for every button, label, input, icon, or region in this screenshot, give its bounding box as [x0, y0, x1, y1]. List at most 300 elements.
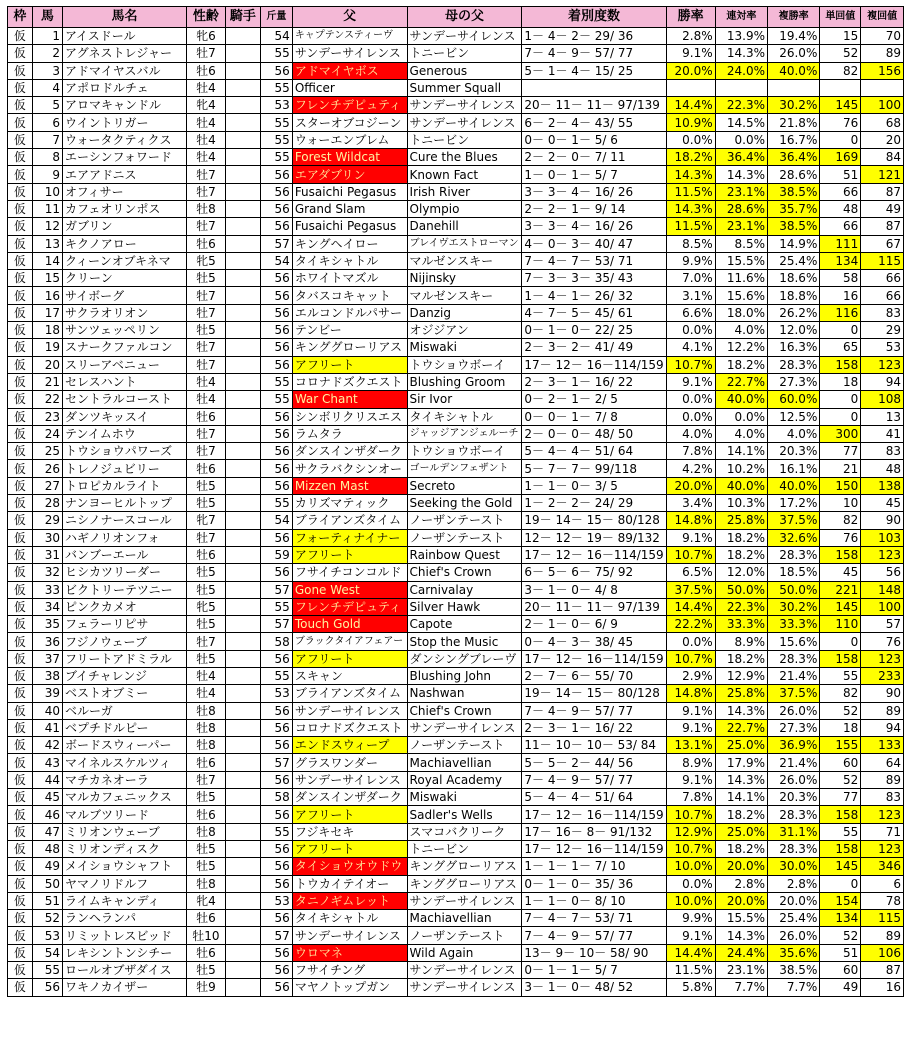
win-rate-cell: 9.1%	[666, 927, 715, 944]
horse-name-cell: アロマキャンドル	[63, 97, 187, 114]
record-cell: 7－ 3－ 3－ 35/ 43	[522, 270, 666, 287]
waku-cell: 仮	[8, 62, 33, 79]
sire-cell: アフリート	[292, 840, 407, 857]
place-return-cell: 89	[861, 702, 904, 719]
table-row	[8, 598, 904, 615]
horse-name-cell: ボードスウィーパー	[63, 737, 187, 754]
jockey-cell	[225, 495, 260, 512]
win-rate-cell: 11.5%	[666, 962, 715, 979]
sire-cell: エルコンドルパサー	[292, 304, 407, 321]
sire-cell: War Chant	[292, 391, 407, 408]
table-row	[8, 477, 904, 494]
top3-rate-cell: 33.3%	[768, 616, 820, 633]
number-cell: 43	[32, 754, 62, 771]
place-return-cell: 133	[861, 737, 904, 754]
number-cell: 52	[32, 910, 62, 927]
win-return-cell	[820, 79, 861, 96]
place-return-cell: 233	[861, 667, 904, 684]
sire-cell: フレンチデピュティ	[292, 97, 407, 114]
dam-sire-cell: トウショウボーイ	[407, 443, 522, 460]
place-return-cell: 346	[861, 858, 904, 875]
jockey-cell	[225, 287, 260, 304]
win-return-cell: 82	[820, 685, 861, 702]
top2-rate-cell: 8.5%	[715, 235, 767, 252]
table-row	[8, 806, 904, 823]
horse-name-cell: フリートアドミラル	[63, 650, 187, 667]
top2-rate-cell: 22.3%	[715, 97, 767, 114]
record-cell: 2－ 2－ 0－ 7/ 11	[522, 149, 666, 166]
sex-age-cell: 牡8	[186, 702, 225, 719]
place-return-cell: 57	[861, 616, 904, 633]
waku-cell: 仮	[8, 45, 33, 62]
win-return-cell: 10	[820, 495, 861, 512]
waku-cell: 仮	[8, 322, 33, 339]
win-return-cell: 48	[820, 200, 861, 217]
sex-age-cell: 牡8	[186, 823, 225, 840]
dam-sire-cell: タイキシャトル	[407, 408, 522, 425]
place-return-cell: 66	[861, 287, 904, 304]
waku-cell: 仮	[8, 304, 33, 321]
win-return-cell: 134	[820, 910, 861, 927]
horse-name-cell: サンツェッペリン	[63, 322, 187, 339]
horse-name-cell: サイボーグ	[63, 287, 187, 304]
record-cell: 5－ 4－ 4－ 51/ 64	[522, 443, 666, 460]
jockey-cell	[225, 28, 260, 45]
win-rate-cell: 0.0%	[666, 131, 715, 148]
record-cell: 2－ 1－ 0－ 6/ 9	[522, 616, 666, 633]
jockey-cell	[225, 771, 260, 788]
table-row	[8, 62, 904, 79]
number-cell: 38	[32, 667, 62, 684]
win-return-cell: 45	[820, 564, 861, 581]
horse-stats-table	[7, 6, 904, 997]
jockey-cell	[225, 546, 260, 563]
record-cell: 2－ 7－ 6－ 55/ 70	[522, 667, 666, 684]
win-rate-cell: 9.1%	[666, 702, 715, 719]
weight-cell: 55	[261, 667, 293, 684]
weight-cell: 54	[261, 28, 293, 45]
place-return-cell: 94	[861, 719, 904, 736]
jockey-cell	[225, 962, 260, 979]
table-row	[8, 356, 904, 373]
sire-cell: ラムタラ	[292, 425, 407, 442]
top3-rate-cell: 7.7%	[768, 979, 820, 996]
win-rate-cell: 0.0%	[666, 391, 715, 408]
table-row	[8, 840, 904, 857]
top2-rate-cell: 15.5%	[715, 252, 767, 269]
place-return-cell: 48	[861, 460, 904, 477]
horse-name-cell: ハギノリオンフォ	[63, 529, 187, 546]
top3-rate-cell: 15.6%	[768, 633, 820, 650]
record-cell: 3－ 1－ 0－ 4/ 8	[522, 581, 666, 598]
place-return-cell: 123	[861, 806, 904, 823]
weight-cell: 53	[261, 892, 293, 909]
table-row	[8, 114, 904, 131]
number-cell: 17	[32, 304, 62, 321]
number-cell: 41	[32, 719, 62, 736]
sex-age-cell: 牡6	[186, 944, 225, 961]
horse-name-cell: フジノウェーブ	[63, 633, 187, 650]
place-return-cell: 68	[861, 114, 904, 131]
win-return-cell: 134	[820, 252, 861, 269]
win-rate-cell: 4.2%	[666, 460, 715, 477]
weight-cell: 56	[261, 356, 293, 373]
jockey-cell	[225, 477, 260, 494]
sire-cell: Fusaichi Pegasus	[292, 218, 407, 235]
top2-rate-cell: 22.7%	[715, 719, 767, 736]
record-cell: 5－ 1－ 4－ 15/ 25	[522, 62, 666, 79]
record-cell: 0－ 2－ 1－ 2/ 5	[522, 391, 666, 408]
sire-cell: フレンチデピュティ	[292, 598, 407, 615]
sex-age-cell: 牡6	[186, 460, 225, 477]
sire-cell: サンデーサイレンス	[292, 771, 407, 788]
top2-rate-cell: 23.1%	[715, 183, 767, 200]
top3-rate-cell: 17.2%	[768, 495, 820, 512]
waku-cell: 仮	[8, 408, 33, 425]
place-return-cell: 70	[861, 28, 904, 45]
win-return-cell: 77	[820, 789, 861, 806]
top2-rate-cell: 20.0%	[715, 892, 767, 909]
table-row	[8, 529, 904, 546]
dam-sire-cell: サンデーサイレンス	[407, 979, 522, 996]
record-cell: 4－ 7－ 5－ 45/ 61	[522, 304, 666, 321]
top2-rate-cell: 22.3%	[715, 598, 767, 615]
weight-cell: 55	[261, 598, 293, 615]
dam-sire-cell: トニービン	[407, 840, 522, 857]
place-return-cell: 115	[861, 252, 904, 269]
horse-name-cell: マイネルスケルツィ	[63, 754, 187, 771]
place-return-cell: 89	[861, 45, 904, 62]
record-cell: 0－ 4－ 3－ 38/ 45	[522, 633, 666, 650]
table-row	[8, 667, 904, 684]
number-cell: 16	[32, 287, 62, 304]
win-rate-cell: 37.5%	[666, 581, 715, 598]
jockey-cell	[225, 979, 260, 996]
top2-rate-cell: 28.6%	[715, 200, 767, 217]
win-return-cell: 77	[820, 443, 861, 460]
waku-cell: 仮	[8, 460, 33, 477]
dam-sire-cell: Miswaki	[407, 339, 522, 356]
sex-age-cell: 牡5	[186, 962, 225, 979]
sire-cell: タバスコキャット	[292, 287, 407, 304]
win-return-cell: 55	[820, 823, 861, 840]
sex-age-cell: 牡7	[186, 425, 225, 442]
table-row	[8, 252, 904, 269]
top3-rate-cell: 28.3%	[768, 806, 820, 823]
place-return-cell: 71	[861, 823, 904, 840]
number-cell: 25	[32, 443, 62, 460]
sex-age-cell: 牡5	[186, 650, 225, 667]
table-row	[8, 754, 904, 771]
record-cell: 0－ 1－ 1－ 5/ 7	[522, 962, 666, 979]
top3-rate-cell: 38.5%	[768, 962, 820, 979]
horse-name-cell: アイスドール	[63, 28, 187, 45]
waku-cell: 仮	[8, 650, 33, 667]
number-cell: 56	[32, 979, 62, 996]
jockey-cell	[225, 304, 260, 321]
top3-rate-cell: 28.3%	[768, 356, 820, 373]
record-cell: 19－ 14－ 15－ 80/128	[522, 512, 666, 529]
weight-cell: 55	[261, 45, 293, 62]
sire-cell: シンボリクリスエス	[292, 408, 407, 425]
sire-cell: タイキシャトル	[292, 910, 407, 927]
win-rate-cell: 4.1%	[666, 339, 715, 356]
jockey-cell	[225, 719, 260, 736]
weight-cell: 56	[261, 200, 293, 217]
table-row	[8, 858, 904, 875]
record-cell: 1－ 4－ 2－ 29/ 36	[522, 28, 666, 45]
top2-rate-cell: 14.3%	[715, 45, 767, 62]
table-row	[8, 771, 904, 788]
win-rate-cell: 10.0%	[666, 892, 715, 909]
horse-name-cell: スナークファルコン	[63, 339, 187, 356]
top3-rate-cell: 19.4%	[768, 28, 820, 45]
place-return-cell: 29	[861, 322, 904, 339]
sex-age-cell: 牡9	[186, 979, 225, 996]
weight-cell: 55	[261, 131, 293, 148]
record-cell: 1－ 0－ 1－ 5/ 7	[522, 166, 666, 183]
jockey-cell	[225, 512, 260, 529]
record-cell: 7－ 4－ 7－ 53/ 71	[522, 252, 666, 269]
weight-cell: 55	[261, 114, 293, 131]
top3-rate-cell: 27.3%	[768, 373, 820, 390]
number-cell: 44	[32, 771, 62, 788]
weight-cell: 56	[261, 719, 293, 736]
sire-cell: Mizzen Mast	[292, 477, 407, 494]
number-cell: 7	[32, 131, 62, 148]
win-rate-cell: 11.5%	[666, 183, 715, 200]
record-cell: 2－ 0－ 0－ 48/ 50	[522, 425, 666, 442]
win-rate-cell: 0.0%	[666, 875, 715, 892]
record-cell: 0－ 1－ 0－ 22/ 25	[522, 322, 666, 339]
jockey-cell	[225, 460, 260, 477]
waku-cell: 仮	[8, 979, 33, 996]
place-return-cell: 100	[861, 97, 904, 114]
top2-rate-cell: 14.1%	[715, 789, 767, 806]
weight-cell: 57	[261, 581, 293, 598]
win-return-cell: 66	[820, 218, 861, 235]
place-return-cell: 83	[861, 789, 904, 806]
place-return-cell: 16	[861, 979, 904, 996]
number-cell: 46	[32, 806, 62, 823]
waku-cell: 仮	[8, 131, 33, 148]
place-return-cell: 84	[861, 149, 904, 166]
top3-rate-cell: 26.0%	[768, 771, 820, 788]
top2-rate-cell: 15.5%	[715, 910, 767, 927]
win-return-cell: 65	[820, 339, 861, 356]
waku-cell: 仮	[8, 962, 33, 979]
waku-cell: 仮	[8, 771, 33, 788]
weight-cell: 56	[261, 460, 293, 477]
win-return-cell: 154	[820, 892, 861, 909]
dam-sire-cell: マルゼンスキー	[407, 287, 522, 304]
table-row	[8, 685, 904, 702]
win-rate-cell: 14.8%	[666, 512, 715, 529]
dam-sire-cell: Nijinsky	[407, 270, 522, 287]
sire-cell: サンデーサイレンス	[292, 702, 407, 719]
win-return-cell: 60	[820, 962, 861, 979]
top3-rate-cell: 40.0%	[768, 62, 820, 79]
dam-sire-cell: Nashwan	[407, 685, 522, 702]
win-rate-cell: 3.4%	[666, 495, 715, 512]
top3-rate-cell: 36.4%	[768, 149, 820, 166]
win-return-cell: 0	[820, 391, 861, 408]
waku-cell: 仮	[8, 927, 33, 944]
record-cell: 0－ 0－ 1－ 5/ 6	[522, 131, 666, 148]
sex-age-cell: 牡5	[186, 322, 225, 339]
top3-rate-cell: 26.0%	[768, 45, 820, 62]
win-rate-cell: 14.3%	[666, 166, 715, 183]
top3-rate-cell: 30.0%	[768, 858, 820, 875]
win-return-cell: 0	[820, 875, 861, 892]
horse-name-cell: ウイントリガー	[63, 114, 187, 131]
horse-name-cell: スリーアベニュー	[63, 356, 187, 373]
top2-rate-cell: 4.0%	[715, 322, 767, 339]
sex-age-cell: 牡5	[186, 270, 225, 287]
record-cell: 3－ 3－ 4－ 16/ 26	[522, 218, 666, 235]
jockey-cell	[225, 616, 260, 633]
dam-sire-cell: Miswaki	[407, 789, 522, 806]
table-row	[8, 719, 904, 736]
weight-cell: 55	[261, 391, 293, 408]
jockey-cell	[225, 650, 260, 667]
dam-sire-cell: Cure the Blues	[407, 149, 522, 166]
sire-cell: グラスワンダー	[292, 754, 407, 771]
header-record: 着別度数	[522, 7, 666, 28]
place-return-cell: 64	[861, 754, 904, 771]
sex-age-cell: 牡8	[186, 200, 225, 217]
waku-cell: 仮	[8, 529, 33, 546]
win-rate-cell: 3.1%	[666, 287, 715, 304]
top3-rate-cell: 18.8%	[768, 287, 820, 304]
win-rate-cell: 13.1%	[666, 737, 715, 754]
horse-name-cell: ミリオンウェーブ	[63, 823, 187, 840]
sire-cell: キャプテンスティーヴ	[292, 28, 407, 45]
number-cell: 5	[32, 97, 62, 114]
sex-age-cell: 牝7	[186, 512, 225, 529]
top2-rate-cell: 25.8%	[715, 685, 767, 702]
waku-cell: 仮	[8, 270, 33, 287]
win-rate-cell: 14.8%	[666, 685, 715, 702]
jockey-cell	[225, 789, 260, 806]
waku-cell: 仮	[8, 218, 33, 235]
win-rate-cell: 0.0%	[666, 408, 715, 425]
horse-name-cell: ニシノナースコール	[63, 512, 187, 529]
horse-name-cell: ベストオブミー	[63, 685, 187, 702]
dam-sire-cell: Machiavellian	[407, 754, 522, 771]
place-return-cell: 94	[861, 373, 904, 390]
dam-sire-cell: マルゼンスキー	[407, 252, 522, 269]
number-cell: 2	[32, 45, 62, 62]
sex-age-cell: 牡6	[186, 408, 225, 425]
horse-name-cell: アドマイヤスバル	[63, 62, 187, 79]
waku-cell: 仮	[8, 581, 33, 598]
place-return-cell: 56	[861, 564, 904, 581]
sex-age-cell: 牝6	[186, 28, 225, 45]
horse-name-cell: ウォータクティクス	[63, 131, 187, 148]
top2-rate-cell: 50.0%	[715, 581, 767, 598]
waku-cell: 仮	[8, 287, 33, 304]
waku-cell: 仮	[8, 598, 33, 615]
place-return-cell: 87	[861, 183, 904, 200]
waku-cell: 仮	[8, 823, 33, 840]
weight-cell: 54	[261, 512, 293, 529]
weight-cell: 56	[261, 322, 293, 339]
record-cell: 7－ 4－ 7－ 53/ 71	[522, 910, 666, 927]
top2-rate-cell: 12.2%	[715, 339, 767, 356]
top2-rate-cell: 18.2%	[715, 356, 767, 373]
number-cell: 55	[32, 962, 62, 979]
number-cell: 9	[32, 166, 62, 183]
top3-rate-cell: 28.3%	[768, 546, 820, 563]
win-rate-cell: 7.8%	[666, 789, 715, 806]
place-return-cell: 108	[861, 391, 904, 408]
waku-cell: 仮	[8, 564, 33, 581]
weight-cell: 55	[261, 495, 293, 512]
top3-rate-cell: 20.3%	[768, 789, 820, 806]
waku-cell: 仮	[8, 719, 33, 736]
waku-cell: 仮	[8, 754, 33, 771]
win-rate-cell: 2.9%	[666, 667, 715, 684]
waku-cell: 仮	[8, 702, 33, 719]
number-cell: 45	[32, 789, 62, 806]
win-rate-cell: 12.9%	[666, 823, 715, 840]
number-cell: 32	[32, 564, 62, 581]
sire-cell: サンデーサイレンス	[292, 927, 407, 944]
jockey-cell	[225, 633, 260, 650]
dam-sire-cell: Royal Academy	[407, 771, 522, 788]
place-return-cell: 115	[861, 910, 904, 927]
top2-rate-cell: 18.0%	[715, 304, 767, 321]
table-row	[8, 910, 904, 927]
number-cell: 31	[32, 546, 62, 563]
waku-cell: 仮	[8, 391, 33, 408]
win-rate-cell: 20.0%	[666, 477, 715, 494]
horse-name-cell: リミットレスビッド	[63, 927, 187, 944]
header-win-return: 単回値	[820, 7, 861, 28]
jockey-cell	[225, 322, 260, 339]
header-sex-age: 性齢	[186, 7, 225, 28]
jockey-cell	[225, 598, 260, 615]
win-return-cell: 158	[820, 650, 861, 667]
number-cell: 1	[32, 28, 62, 45]
waku-cell: 仮	[8, 858, 33, 875]
win-rate-cell: 0.0%	[666, 633, 715, 650]
place-return-cell: 83	[861, 304, 904, 321]
record-cell: 6－ 2－ 4－ 43/ 55	[522, 114, 666, 131]
number-cell: 40	[32, 702, 62, 719]
place-return-cell: 49	[861, 200, 904, 217]
jockey-cell	[225, 443, 260, 460]
sex-age-cell: 牡4	[186, 373, 225, 390]
win-return-cell: 111	[820, 235, 861, 252]
win-rate-cell: 9.1%	[666, 373, 715, 390]
number-cell: 20	[32, 356, 62, 373]
win-return-cell: 52	[820, 45, 861, 62]
jockey-cell	[225, 581, 260, 598]
jockey-cell	[225, 685, 260, 702]
jockey-cell	[225, 166, 260, 183]
top2-rate-cell: 14.1%	[715, 443, 767, 460]
top3-rate-cell	[768, 79, 820, 96]
top2-rate-cell: 40.0%	[715, 391, 767, 408]
waku-cell: 仮	[8, 495, 33, 512]
jockey-cell	[225, 858, 260, 875]
table-row	[8, 460, 904, 477]
win-return-cell: 145	[820, 97, 861, 114]
number-cell: 3	[32, 62, 62, 79]
horse-name-cell: クリーン	[63, 270, 187, 287]
